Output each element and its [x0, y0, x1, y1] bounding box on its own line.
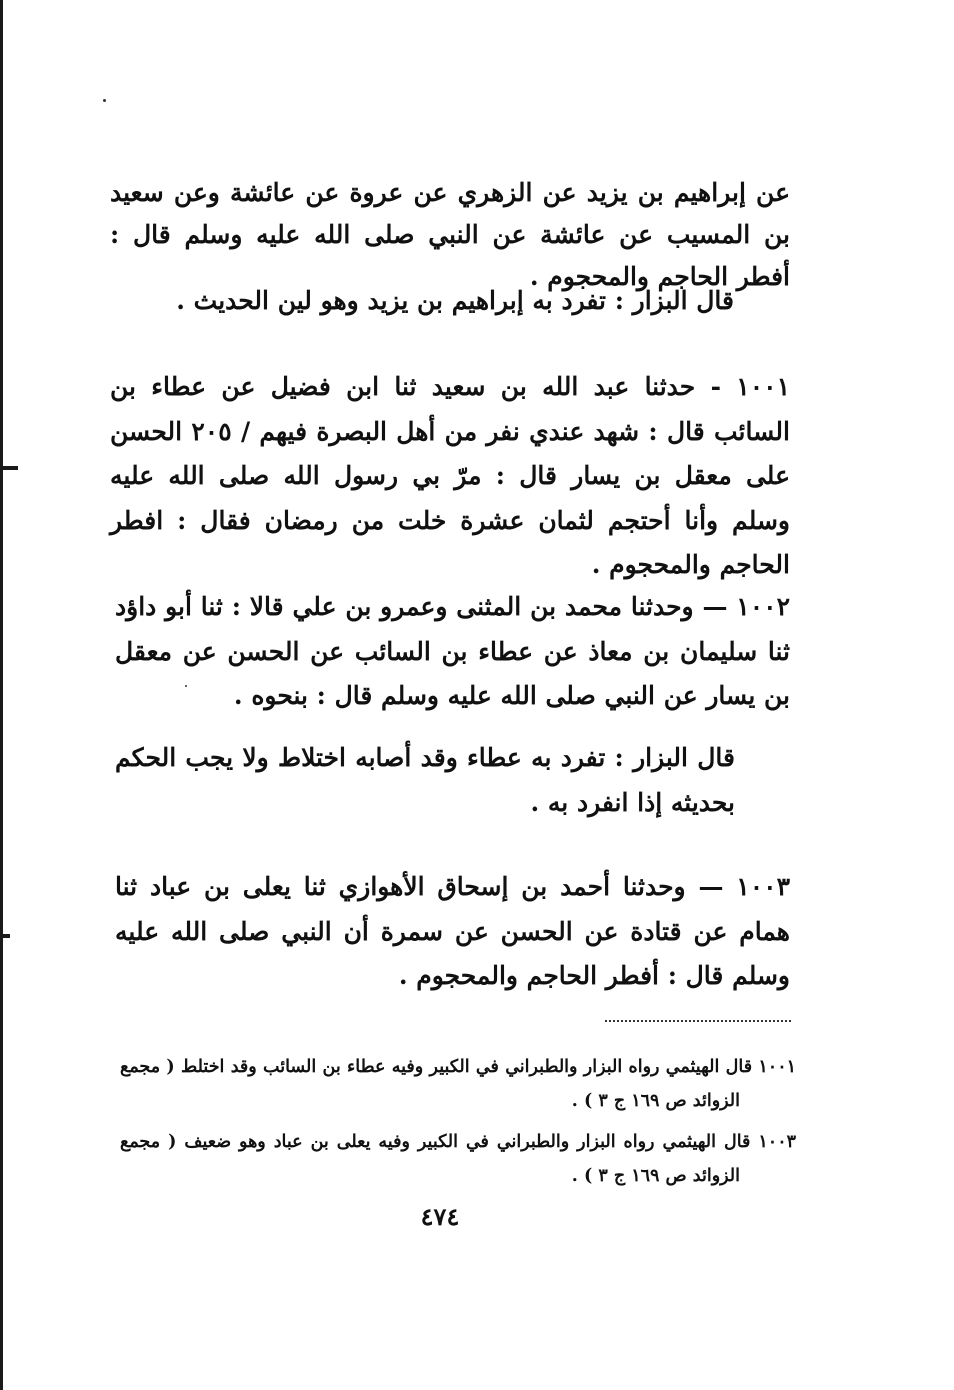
footnote-line: ١٠٠٣ قال الهيثمي رواه البزار والطبراني في الكبير وفيه يعلى بن عباد وهو ضعيف ( مجمع: [120, 1132, 796, 1152]
scan-edge: [0, 0, 3, 1390]
scan-edge-mark: [0, 934, 10, 938]
paragraph-bazzar-comment-2: قال البزار : تفرد به عطاء وقد أصابه اختلاط ولا يجب الحكم بحديثه إذا انفرد به .: [115, 743, 735, 817]
hadith-1001: ١٠٠١ - حدثنا عبد الله بن سعيد ثنا ابن فضيل عن عطاء بن السائب قال : شهد عندي نفر من أهل البصرة فيهم / ٢٠٥ الحسن على معقل بن يسار قال : مرّ بي رسول الله صلى الله عليه وسلم وأنا أحتجم لثمان عشرة خلت من رمضان فقال : افطر الحاجم والمحجوم .: [110, 372, 790, 579]
footnote-separator: [605, 1020, 791, 1022]
page-number: ٤٧٤: [420, 1202, 460, 1231]
hadith-1002: ١٠٠٢ — وحدثنا محمد بن المثنى وعمرو بن علي قالا : ثنا أبو داؤد ثنا سليمان بن معاذ عن عطاء بن السائب عن الحسن عن معقل بن يسار عن النبي صلى الله عليه وسلم قال : بنحوه .: [115, 592, 790, 710]
footnote-line: الزوائد ص ١٦٩ ج ٣ ) .: [571, 1091, 740, 1111]
scan-edge-mark: [0, 466, 18, 470]
footnote-line: ١٠٠١ قال الهيثمي رواه البزار والطبراني في الكبير وفيه عطاء بن السائب وقد اختلط ( مجمع: [120, 1057, 796, 1077]
footnote-line: الزوائد ص ١٦٩ ج ٣ ) .: [571, 1166, 740, 1186]
scan-speck: [103, 99, 106, 102]
footnote-1001: [120, 1050, 796, 1118]
footnote-1003: [120, 1125, 796, 1193]
paragraph-continuation: عن إبراهيم بن يزيد عن الزهري عن عروة عن عائشة وعن سعيد بن المسيب عن عائشة عن النبي صلى الله عليه وسلم قال : أفطر الحاجم والمحجوم .: [110, 178, 790, 291]
hadith-1003: ١٠٠٣ — وحدثنا أحمد بن إسحاق الأهوازي ثنا يعلى بن عباد ثنا همام عن قتادة عن الحسن عن سمرة أن النبي صلى الله عليه وسلم قال : أفطر الحاجم والمحجوم .: [115, 872, 790, 990]
paragraph-bazzar-comment-1: قال البزار : تفرد به إبراهيم بن يزيد وهو لين الحديث .: [176, 286, 734, 315]
